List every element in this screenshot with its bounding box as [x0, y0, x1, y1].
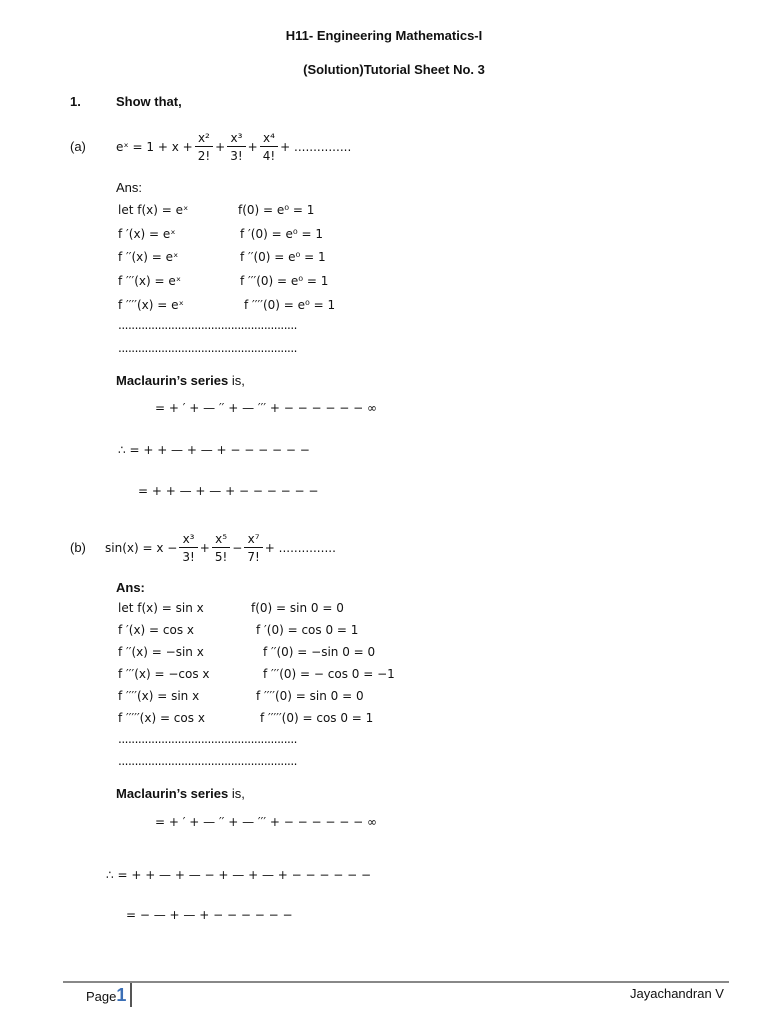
result-equation: = − — + — + − − − − − − [126, 908, 293, 922]
fraction-numerator: x³ [230, 131, 243, 145]
part-b-ans-label: Ans: [116, 580, 145, 595]
derivative-left: f ′′(x) = eˣ [118, 250, 179, 264]
page-label: Page [86, 989, 117, 1004]
maclaurin-heading-b [116, 786, 245, 801]
derivative-left: f ′′′(x) = eˣ [118, 274, 182, 288]
derivative-right: f(0) = sin 0 = 0 [251, 601, 344, 615]
fraction [244, 533, 262, 563]
part-a-lhs: eˣ = 1 + x + [116, 140, 193, 154]
derivative-left: f ′′(x) = −sin x [118, 645, 204, 659]
maclaurin-bold: Maclaurin’s series [116, 373, 229, 388]
ellipsis-line: ...................................................... [118, 341, 297, 355]
derivative-right: f ′(0) = e⁰ = 1 [240, 227, 323, 241]
derivative-left: f ′(x) = eˣ [118, 227, 176, 241]
fraction-denominator: 2! [195, 146, 213, 162]
author-name: Jayachandran V [630, 986, 724, 1001]
derivative-left: f ′′′′′(x) = cos x [118, 711, 205, 725]
fraction [260, 132, 278, 162]
fraction [212, 533, 230, 563]
derivative-right: f ′′′′′(0) = cos 0 = 1 [260, 711, 374, 725]
maclaurin-bold: Maclaurin’s series [116, 786, 229, 801]
maclaurin-tail: is, [228, 786, 245, 801]
derivative-right: f ′′(0) = −sin 0 = 0 [263, 645, 376, 659]
question-number: 1. [70, 94, 81, 109]
part-b-statement [105, 525, 336, 571]
derivative-left: let f(x) = sin x [118, 601, 204, 615]
ellipsis-line: ...................................................... [118, 754, 297, 768]
part-a-label: (a) [70, 139, 86, 154]
footer-divider [130, 983, 132, 1007]
derivative-right: f(0) = e⁰ = 1 [238, 203, 315, 217]
operator: + [247, 140, 258, 154]
derivative-right: f ′′′′(0) = e⁰ = 1 [244, 298, 336, 312]
operator: + [199, 541, 210, 555]
fraction-denominator: 7! [244, 547, 262, 563]
part-b-label: (b) [70, 540, 86, 555]
operator: + [215, 140, 226, 154]
fraction-denominator: 3! [179, 547, 197, 563]
page-number: 1 [116, 985, 127, 1005]
maclaurin-heading-a [116, 373, 245, 388]
therefore-equation: ∴ = + + — + — + − − − − − − [118, 443, 310, 457]
derivative-right: f ′′′(0) = − cos 0 = −1 [263, 667, 395, 681]
course-title: H11- Engineering Mathematics-I [285, 28, 483, 43]
fraction-denominator: 4! [260, 146, 278, 162]
ellipsis-line: ...................................................... [118, 732, 297, 746]
part-b-lhs: sin(x) = x − [105, 541, 178, 555]
fraction-denominator: 3! [227, 146, 245, 162]
page-indicator [86, 985, 126, 1006]
part-a-ans-label: Ans: [116, 180, 143, 195]
fraction [179, 533, 197, 563]
fraction-numerator: x² [197, 131, 210, 145]
ellipsis-line: ...................................................... [118, 318, 297, 332]
maclaurin-tail: is, [228, 373, 245, 388]
derivative-left: f ′(x) = cos x [118, 623, 195, 637]
derivative-right: f ′′′(0) = e⁰ = 1 [240, 274, 329, 288]
derivative-right: f ′′(0) = e⁰ = 1 [240, 250, 326, 264]
question-prompt: Show that, [116, 94, 182, 109]
derivative-left: let f(x) = eˣ [118, 203, 189, 217]
fraction-numerator: x⁴ [262, 131, 275, 145]
derivative-left: f ′′′′(x) = sin x [118, 689, 200, 703]
fraction-numerator: x⁷ [247, 532, 260, 546]
fraction [227, 132, 245, 162]
operator: − [232, 541, 243, 555]
fraction-numerator: x³ [182, 532, 195, 546]
footer-rule [63, 981, 729, 983]
part-a-statement [116, 124, 351, 170]
series-equation: = + ′ + — ′′ + — ′′′ + − − − − − − ∞ [155, 815, 377, 829]
fraction [195, 132, 213, 162]
therefore-equation: ∴ = + + — + — − + — + — + − − − − − − [106, 868, 372, 882]
derivative-left: f ′′′(x) = −cos x [118, 667, 210, 681]
derivative-left: f ′′′′(x) = eˣ [118, 298, 184, 312]
fraction-numerator: x⁵ [215, 532, 228, 546]
derivative-right: f ′′′′(0) = sin 0 = 0 [256, 689, 364, 703]
derivative-right: f ′(0) = cos 0 = 1 [256, 623, 359, 637]
result-equation: = + + — + — + − − − − − − [138, 484, 319, 498]
fraction-denominator: 5! [212, 547, 230, 563]
operator: + ............... [264, 541, 336, 555]
sheet-title: (Solution)Tutorial Sheet No. 3 [303, 62, 485, 77]
operator: + ............... [280, 140, 352, 154]
series-equation: = + ′ + — ′′ + — ′′′ + − − − − − − ∞ [155, 401, 377, 415]
